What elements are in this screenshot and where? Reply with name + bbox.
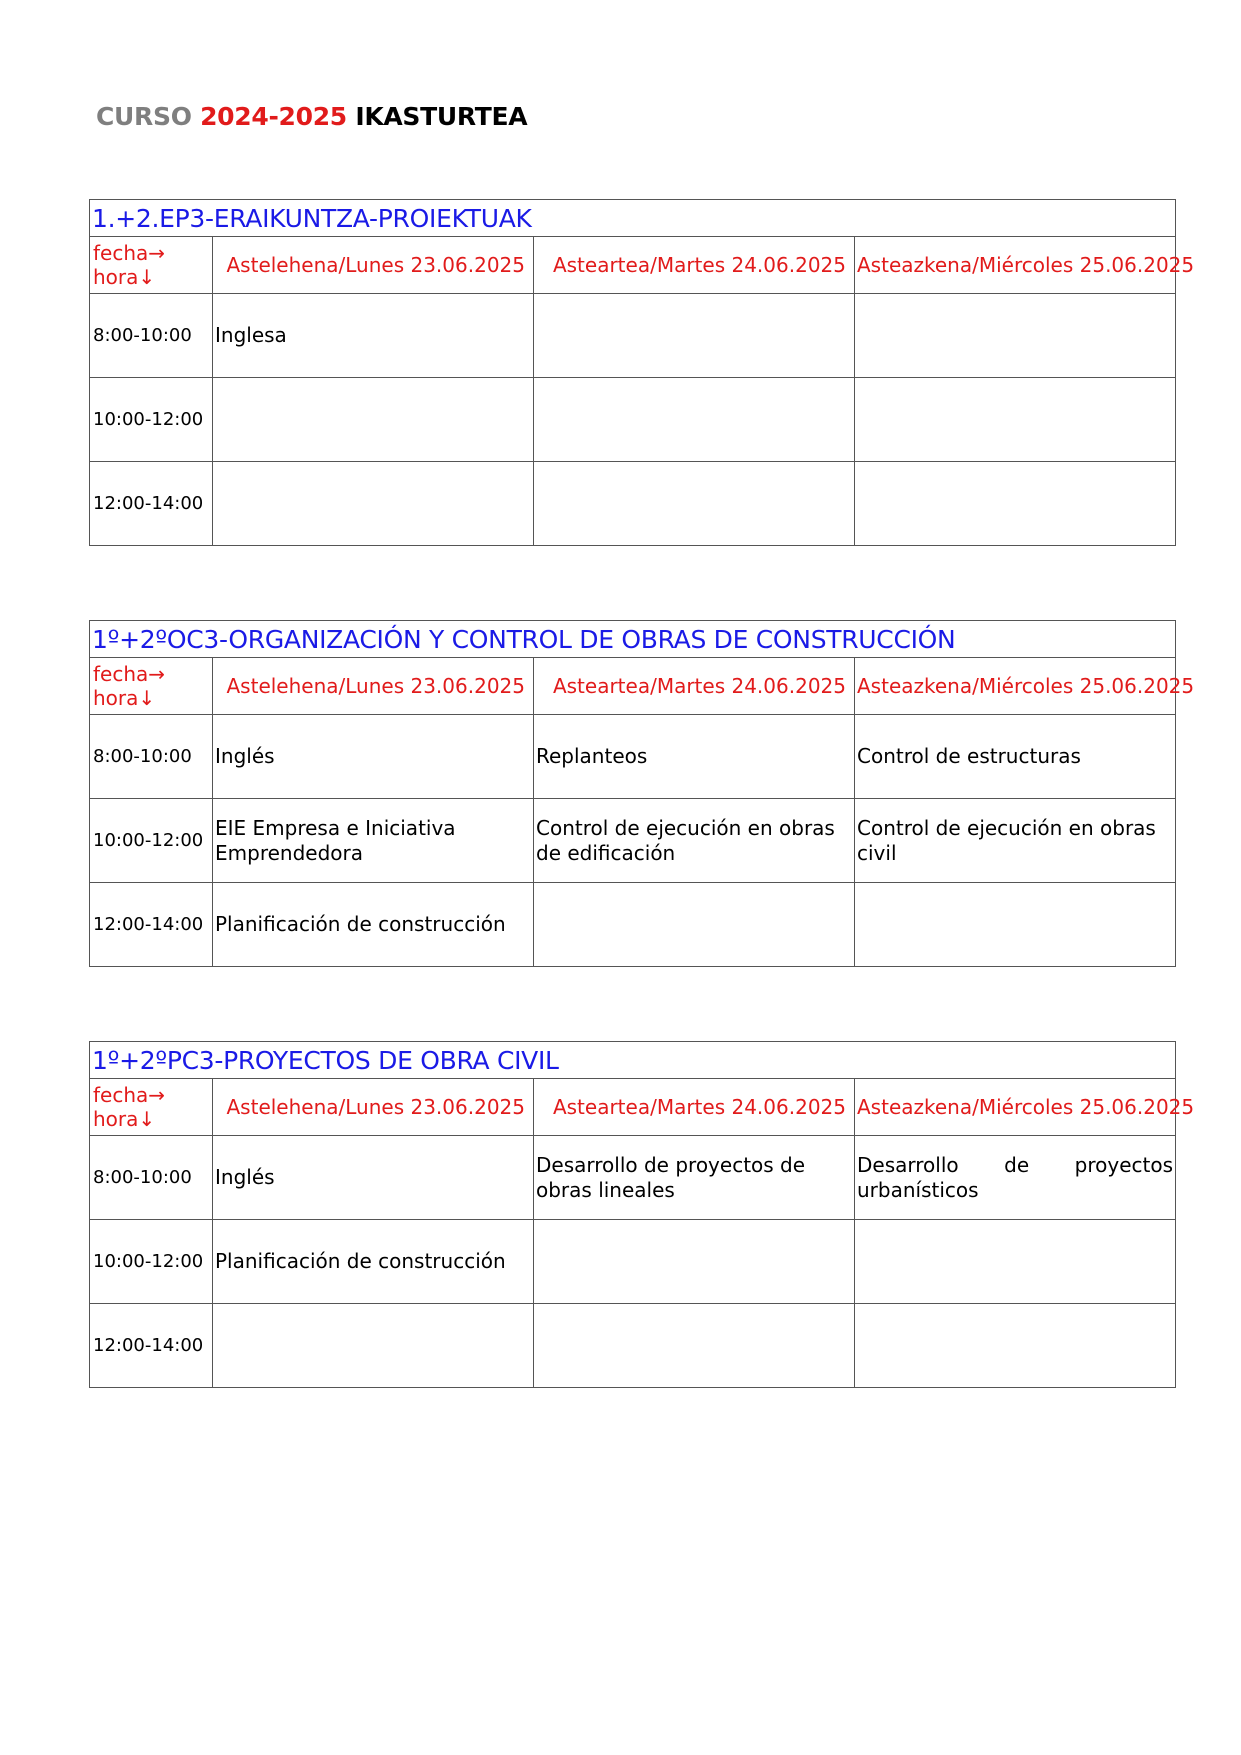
page-title: [96, 102, 527, 131]
subject-cell: [534, 294, 855, 378]
subject-cell: [534, 883, 855, 967]
table-row: [90, 799, 1176, 883]
table-title: 1º+2ºOC3-ORGANIZACIÓN Y CONTROL DE OBRAS DE CONSTRUCCIÓN: [90, 621, 1176, 658]
title-curso: CURSO: [96, 102, 192, 131]
title-ikasturtea: IKASTURTEA: [355, 102, 528, 131]
hour-cell: 8:00-10:00: [90, 1136, 213, 1220]
day-header-monday: Astelehena/Lunes 23.06.2025: [213, 1079, 534, 1136]
day-header-tuesday: Asteartea/Martes 24.06.2025: [534, 237, 855, 294]
subject-cell: Inglés: [213, 1136, 534, 1220]
corner-hora: hora↓: [93, 265, 156, 289]
subject-cell: Inglés: [213, 715, 534, 799]
hour-cell: 12:00-14:00: [90, 462, 213, 546]
subject-cell: [855, 883, 1176, 967]
subject-cell: [534, 462, 855, 546]
subject-cell: Replanteos: [534, 715, 855, 799]
corner-fecha: fecha→: [93, 662, 166, 686]
hour-cell: 10:00-12:00: [90, 378, 213, 462]
subject-cell: Inglesa: [213, 294, 534, 378]
corner-header: [90, 1079, 213, 1136]
subject-cell: [534, 378, 855, 462]
subject-cell: Control de estructuras: [855, 715, 1176, 799]
corner-fecha: fecha→: [93, 241, 166, 265]
day-header-tuesday: Asteartea/Martes 24.06.2025: [534, 1079, 855, 1136]
schedule-table-oc3: [89, 620, 1195, 967]
day-header-monday: Astelehena/Lunes 23.06.2025: [213, 237, 534, 294]
subject-cell: Planificación de construcción: [213, 883, 534, 967]
table-row: [90, 715, 1176, 799]
day-header-wednesday: Asteazkena/Miércoles 25.06.2025: [855, 658, 1176, 715]
corner-fecha: fecha→: [93, 1083, 166, 1107]
subject-cell: [855, 294, 1176, 378]
day-header-tuesday: Asteartea/Martes 24.06.2025: [534, 658, 855, 715]
table-title: 1º+2ºPC3-PROYECTOS DE OBRA CIVIL: [90, 1042, 1176, 1079]
hour-cell: 10:00-12:00: [90, 799, 213, 883]
subject-cell: Desarrollo de proyectos urbanísticos: [855, 1136, 1176, 1220]
subject-cell: [855, 1304, 1176, 1388]
subject-cell: [534, 1220, 855, 1304]
subject-cell: [213, 1304, 534, 1388]
table-row: [90, 462, 1176, 546]
schedule-table-ep3: [89, 199, 1195, 546]
subject-cell: Control de ejecución en obras civil: [855, 799, 1176, 883]
hour-cell: 12:00-14:00: [90, 1304, 213, 1388]
subject-cell: [213, 378, 534, 462]
table-row: [90, 1220, 1176, 1304]
hour-cell: 8:00-10:00: [90, 294, 213, 378]
hour-cell: 12:00-14:00: [90, 883, 213, 967]
schedule-table-pc3: [89, 1041, 1195, 1388]
table-row: [90, 294, 1176, 378]
hour-cell: 10:00-12:00: [90, 1220, 213, 1304]
corner-hora: hora↓: [93, 1107, 156, 1131]
table-row: [90, 378, 1176, 462]
subject-cell: Planificación de construcción: [213, 1220, 534, 1304]
day-header-wednesday: Asteazkena/Miércoles 25.06.2025: [855, 237, 1176, 294]
table-title: 1.+2.EP3-ERAIKUNTZA-PROIEKTUAK: [90, 200, 1176, 237]
hour-cell: 8:00-10:00: [90, 715, 213, 799]
title-year: 2024-2025: [200, 102, 347, 131]
subject-cell: [213, 462, 534, 546]
corner-header: [90, 237, 213, 294]
table-row: [90, 883, 1176, 967]
day-header-wednesday: Asteazkena/Miércoles 25.06.2025: [855, 1079, 1176, 1136]
day-header-monday: Astelehena/Lunes 23.06.2025: [213, 658, 534, 715]
subject-cell: [855, 1220, 1176, 1304]
corner-header: [90, 658, 213, 715]
corner-hora: hora↓: [93, 686, 156, 710]
subject-cell: Desarrollo de proyectos de obras lineales: [534, 1136, 855, 1220]
table-row: [90, 1136, 1176, 1220]
subject-cell: EIE Empresa e Iniciativa Emprendedora: [213, 799, 534, 883]
subject-cell: Control de ejecución en obras de edificación: [534, 799, 855, 883]
subject-cell: [855, 462, 1176, 546]
subject-cell: [534, 1304, 855, 1388]
table-row: [90, 1304, 1176, 1388]
subject-cell: [855, 378, 1176, 462]
